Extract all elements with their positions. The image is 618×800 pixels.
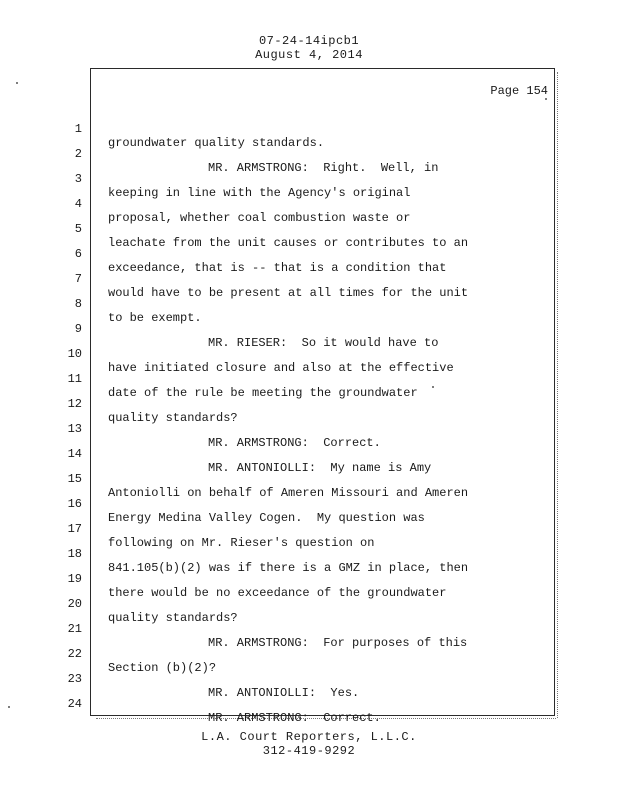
page-number-label: Page 154 [490, 84, 548, 98]
line-text: MR. ARMSTRONG: Correct. [208, 711, 381, 725]
line-number: 23 [67, 672, 82, 686]
line-number: 16 [67, 497, 82, 511]
line-number: 19 [67, 572, 82, 586]
transcript-line [0, 408, 618, 450]
line-number: 1 [74, 122, 82, 136]
transcript-line [0, 183, 618, 225]
line-text: MR. ARMSTRONG: Right. Well, in [208, 161, 439, 175]
line-text: have initiated closure and also at the effective [108, 361, 454, 375]
transcript-line [0, 633, 618, 675]
transcript-line [0, 608, 618, 650]
transcript-line [0, 583, 618, 625]
line-number: 20 [67, 597, 82, 611]
line-number: 9 [74, 322, 82, 336]
transcript-line [0, 108, 618, 150]
line-number: 3 [74, 172, 82, 186]
scan-speck [8, 706, 10, 708]
line-number: 12 [67, 397, 82, 411]
line-number: 21 [67, 622, 82, 636]
line-text: MR. ANTONIOLLI: Yes. [208, 686, 360, 700]
line-text: quality standards? [108, 411, 238, 425]
transcript-line [0, 433, 618, 475]
line-text: keeping in line with the Agency's original [108, 186, 411, 200]
transcript-line [0, 333, 618, 375]
transcript-line [0, 233, 618, 275]
line-number: 10 [67, 347, 82, 361]
line-number: 13 [67, 422, 82, 436]
line-number: 18 [67, 547, 82, 561]
line-number: 14 [67, 447, 82, 461]
footer-phone: 312-419-9292 [262, 744, 356, 758]
transcript-line [0, 283, 618, 325]
transcript-line [0, 483, 618, 525]
transcript-line [0, 383, 618, 425]
transcript-line [0, 558, 618, 600]
line-text: Antoniolli on behalf of Ameren Missouri and Ameren [108, 486, 469, 500]
transcript-line [0, 533, 618, 575]
line-text: Energy Medina Valley Cogen. My question was [108, 511, 425, 525]
line-text: exceedance, that is -- that is a condition that [108, 261, 447, 275]
transcript-line [0, 133, 618, 175]
line-number: 7 [74, 272, 82, 286]
line-number: 4 [74, 197, 82, 211]
line-number: 22 [67, 647, 82, 661]
line-number: 2 [74, 147, 82, 161]
line-text: Section (b)(2)? [108, 661, 217, 675]
line-text: leachate from the unit causes or contributes to an [108, 236, 469, 250]
transcript-line [0, 508, 618, 550]
line-text: MR. ARMSTRONG: Correct. [208, 436, 381, 450]
scan-speck [432, 386, 434, 388]
line-text: would have to be present at all times for the unit [108, 286, 469, 300]
line-number: 6 [74, 247, 82, 261]
line-number: 8 [74, 297, 82, 311]
line-text: proposal, whether coal combustion waste or [108, 211, 411, 225]
line-number: 17 [67, 522, 82, 536]
line-number: 15 [67, 472, 82, 486]
line-number: 24 [67, 697, 82, 711]
scan-speck [545, 98, 547, 100]
transcript-line [0, 458, 618, 500]
line-number: 11 [67, 372, 82, 386]
line-text: date of the rule be meeting the groundwater [108, 386, 418, 400]
line-text: to be exempt. [108, 311, 202, 325]
transcript-line [0, 158, 618, 200]
line-number: 5 [74, 222, 82, 236]
transcript-line [0, 208, 618, 250]
transcript-line [0, 358, 618, 400]
header-date: August 4, 2014 [255, 48, 363, 62]
line-text: groundwater quality standards. [108, 136, 325, 150]
transcript-line [0, 658, 618, 700]
line-text: 841.105(b)(2) was if there is a GMZ in place, then [108, 561, 469, 575]
line-text: there would be no exceedance of the groundwater [108, 586, 447, 600]
scan-speck [16, 82, 18, 84]
transcript-line [0, 258, 618, 300]
transcript-line [0, 683, 618, 725]
line-text: following on Mr. Rieser's question on [108, 536, 375, 550]
transcript-line [0, 308, 618, 350]
header-file-id: 07-24-14ipcb1 [258, 34, 360, 48]
line-text: MR. ARMSTRONG: For purposes of this [208, 636, 468, 650]
line-text: quality standards? [108, 611, 238, 625]
footer-company: L.A. Court Reporters, L.L.C. [201, 730, 417, 744]
line-text: MR. RIESER: So it would have to [208, 336, 439, 350]
line-text: MR. ANTONIOLLI: My name is Amy [208, 461, 432, 475]
